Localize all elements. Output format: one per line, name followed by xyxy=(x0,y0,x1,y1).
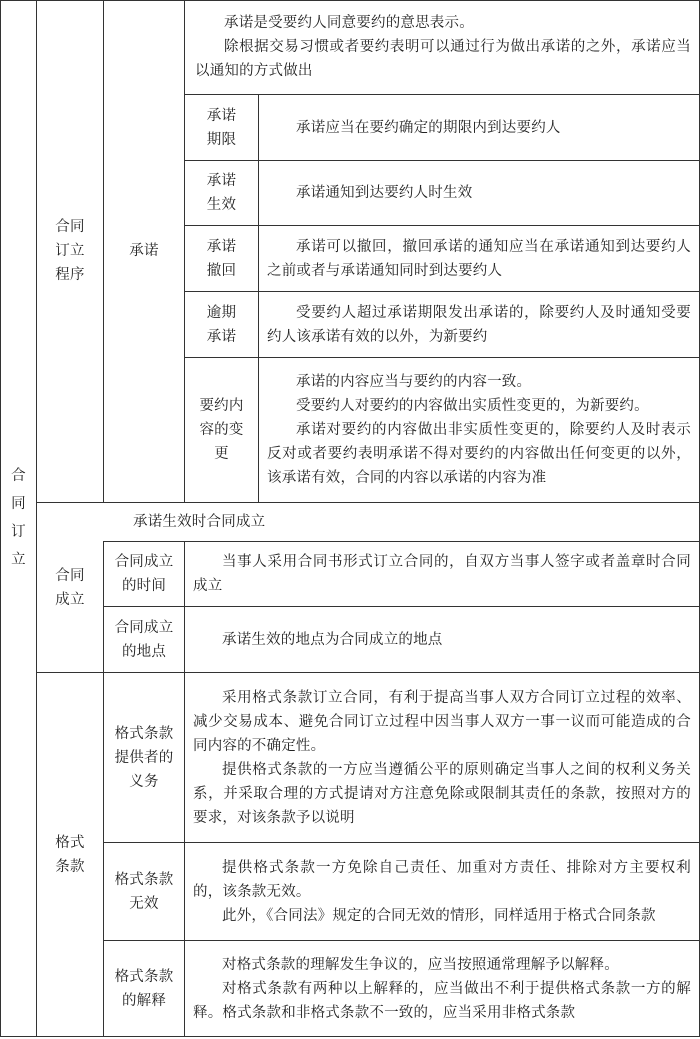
acceptance-row-label xyxy=(185,358,258,502)
formation-row-label xyxy=(104,542,184,606)
acceptance-row-text xyxy=(259,358,699,502)
row-text-p: 当事人采用合同书形式订立合同的，自双方当事人签字或者盖章时合同成立 xyxy=(193,554,691,594)
group-procedure-label xyxy=(37,0,103,502)
row-label-text: 格式条款的解释 xyxy=(114,968,174,1009)
level1-text: 合同订立 xyxy=(11,468,26,568)
group-standard-text: 格式条款 xyxy=(55,834,85,875)
group-standard-label xyxy=(37,673,103,1036)
row-label-text: 格式条款无效 xyxy=(114,871,174,912)
row-text-p: 此外，《合同法》规定的合同无效的情形，同样适用于格式合同条款 xyxy=(222,907,656,924)
acceptance-text: 承诺 xyxy=(129,243,159,259)
acceptance-row-label xyxy=(185,292,258,357)
acceptance-row-text xyxy=(259,161,699,225)
formation-intro xyxy=(104,503,699,541)
formation-row-text xyxy=(185,542,699,606)
acceptance-row-label xyxy=(185,161,258,225)
acceptance-label xyxy=(104,0,184,502)
formation-row-label xyxy=(104,607,184,672)
acceptance-row-text xyxy=(259,95,699,160)
standard-row-label xyxy=(104,673,184,842)
row-label-text: 逾期承诺 xyxy=(206,304,237,345)
acceptance-intro-p1: 承诺是受要约人同意要约的意思表示。 xyxy=(224,14,474,31)
standard-row-text xyxy=(185,941,699,1036)
acceptance-row-label xyxy=(185,95,258,160)
group-procedure-text: 合同订立程序 xyxy=(55,219,85,283)
formation-row-text xyxy=(185,607,699,672)
acceptance-intro-p2: 除根据交易习惯或者要约表明可以通过行为做出承诺的之外，承诺应当以通知的方式做出 xyxy=(195,38,691,79)
row-label-text: 合同成立的地点 xyxy=(114,619,174,660)
row-text-p: 承诺应当在要约确定的期限内到达要约人 xyxy=(296,119,561,136)
row-label-text: 承诺生效 xyxy=(206,173,237,213)
row-text-p: 受要约人超过承诺期限发出承诺的，除要约人及时通知受要约人该承诺有效的以外，为新要约 xyxy=(267,304,691,345)
standard-row-text xyxy=(185,673,699,842)
row-text-p: 采用格式条款订立合同，有利于提高当事人双方合同订立过程的效率、减少交易成本、避免合同订立过程中因当事人双方一事一议而可能造成的合同内容的不确定性。 xyxy=(193,689,691,754)
acceptance-intro xyxy=(185,1,699,94)
level1-label xyxy=(1,0,36,1036)
row-label-text: 承诺撤回 xyxy=(206,238,237,279)
row-text-p: 对格式条款的理解发生争议的，应当按照通常理解予以解释。 xyxy=(222,956,619,973)
row-label-text: 要约内容的变更 xyxy=(199,398,244,462)
formation-intro-text: 承诺生效时合同成立 xyxy=(133,514,266,530)
standard-row-text xyxy=(185,843,699,940)
row-text-p: 提供格式条款一方免除自己责任、加重对方责任、排除对方主要权利的，该条款无效。 xyxy=(193,859,691,900)
row-text-p: 承诺的内容应当与要约的内容一致。 xyxy=(296,374,532,390)
row-text-p: 提供格式条款的一方应当遵循公平的原则确定当事人之间的权利义务关系，并采取合理的方式提请对方注意免除或限制其责任的条款，按照对方的要求，对该条款予以说明 xyxy=(193,761,691,826)
group-formation-text: 合同成立 xyxy=(55,567,85,608)
acceptance-row-label xyxy=(185,226,258,291)
row-text-p: 承诺对要约的内容做出非实质性变更的，除要约人及时表示反对或者要约表明承诺不得对要约的内容做出任何变更的以外，该承诺有效，合同的内容以承诺的内容为准 xyxy=(267,422,691,486)
acceptance-row-text xyxy=(259,226,699,291)
row-text-p: 对格式条款有两种以上解释的，应当做出不利于提供格式条款一方的解释。格式条款和非格式条款不一致的，应当采用非格式条款 xyxy=(193,980,691,1021)
row-text-p: 承诺通知到达要约人时生效 xyxy=(296,185,473,201)
row-text-p: 受要约人对要约的内容做出实质性变更的，为新要约。 xyxy=(296,398,649,414)
acceptance-row-text xyxy=(259,292,699,357)
row-label-text: 合同成立的时间 xyxy=(114,554,174,594)
standard-row-label xyxy=(104,843,184,940)
row-text-p: 承诺生效的地点为合同成立的地点 xyxy=(222,631,443,648)
row-label-text: 格式条款提供者的义务 xyxy=(114,725,174,790)
standard-row-label xyxy=(104,941,184,1036)
row-label-text: 承诺期限 xyxy=(206,107,237,148)
group-formation-label xyxy=(37,503,103,672)
table-border-bottom xyxy=(0,1036,700,1037)
row-text-p: 承诺可以撤回，撤回承诺的通知应当在承诺通知到达要约人之前或者与承诺通知同时到达要约人 xyxy=(267,238,691,279)
